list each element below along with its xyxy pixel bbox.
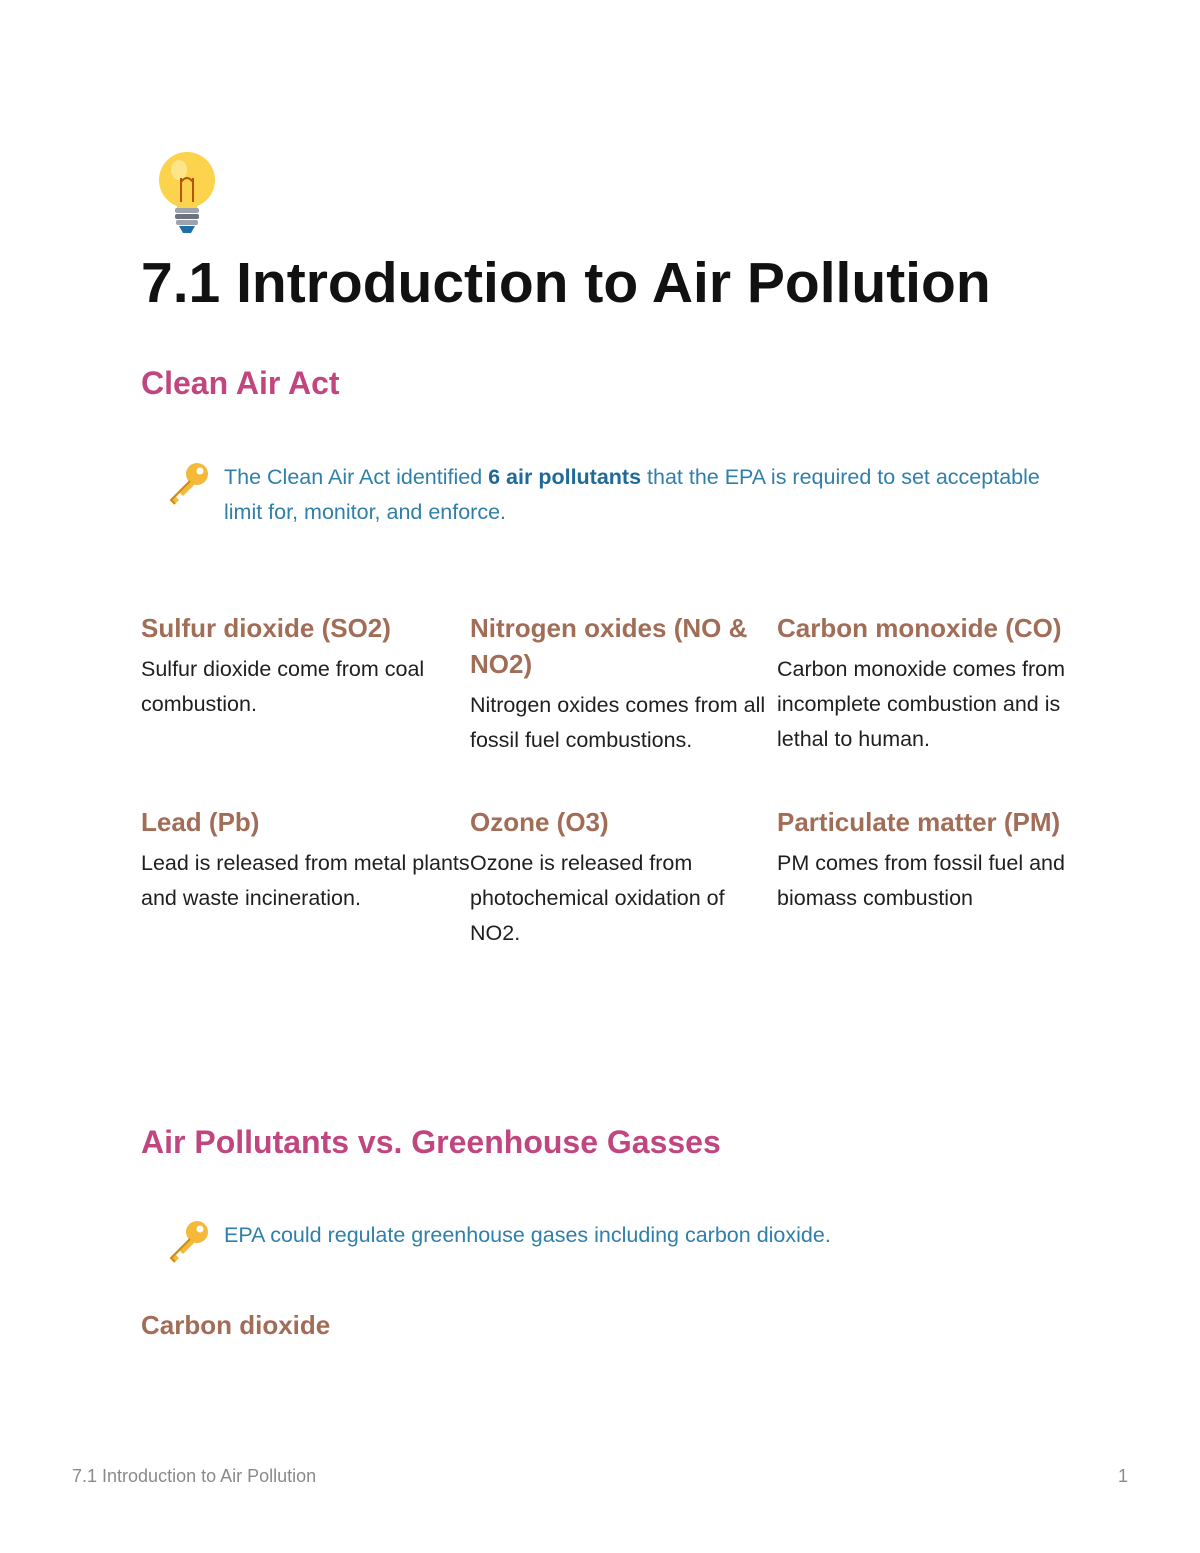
pollutant-card: [141, 610, 470, 758]
callout-text: EPA could regulate greenhouse gases including carbon dioxide.: [224, 1223, 831, 1247]
pollutants-row: [141, 610, 1081, 758]
pollutant-card: [470, 610, 777, 758]
pollutant-description: Sulfur dioxide come from coal combustion.: [141, 657, 425, 716]
callout-clean-air-act: [165, 460, 1045, 530]
pollutant-description: Nitrogen oxides comes from all fossil fuel combustions.: [470, 693, 766, 752]
callout-greenhouse-gasses: [165, 1218, 1045, 1253]
pollutant-description: Lead is released from metal plants and waste incineration.: [141, 851, 470, 910]
pollutants-grid: [141, 610, 1081, 951]
pollutant-title: Sulfur dioxide (SO2): [141, 613, 391, 643]
pollutant-title: Nitrogen oxides (NO & NO2): [470, 613, 748, 679]
callout-bold-text: 6 air pollutants: [488, 465, 642, 489]
section-heading-greenhouse-gasses: Air Pollutants vs. Greenhouse Gasses: [141, 1124, 721, 1160]
page-title: 7.1 Introduction to Air Pollution: [141, 251, 991, 315]
pollutant-card: [777, 610, 1077, 758]
pollutant-card: [470, 804, 777, 951]
pollutants-row: [141, 804, 1081, 951]
pollutant-card: [141, 804, 470, 951]
pollutant-title: Particulate matter (PM): [777, 807, 1061, 837]
pollutant-description: Ozone is released from photochemical oxidation of NO2.: [470, 851, 725, 945]
pollutant-title: Lead (Pb): [141, 807, 260, 837]
pollutant-description: Carbon monoxide comes from incomplete combustion and is lethal to human.: [777, 657, 1065, 751]
footer-document-title: 7.1 Introduction to Air Pollution: [72, 1466, 317, 1486]
pollutant-card: [777, 804, 1077, 951]
footer-page-number: 1: [1118, 1466, 1129, 1486]
light-bulb-icon: [155, 150, 219, 238]
section-heading-clean-air-act: Clean Air Act: [141, 365, 340, 401]
pollutant-title: Carbon monoxide (CO): [777, 613, 1062, 643]
pollutant-description: PM comes from fossil fuel and biomass combustion: [777, 851, 1065, 910]
callout-text: The Clean Air Act identified 6 air pollutants that the EPA is required to set acceptable limit for, monitor, and enforce.: [224, 465, 1040, 524]
pollutant-title: Ozone (O3): [470, 807, 609, 837]
key-icon: [165, 460, 211, 506]
subheading-carbon-dioxide: Carbon dioxide: [141, 1310, 331, 1340]
key-icon: [165, 1218, 211, 1264]
